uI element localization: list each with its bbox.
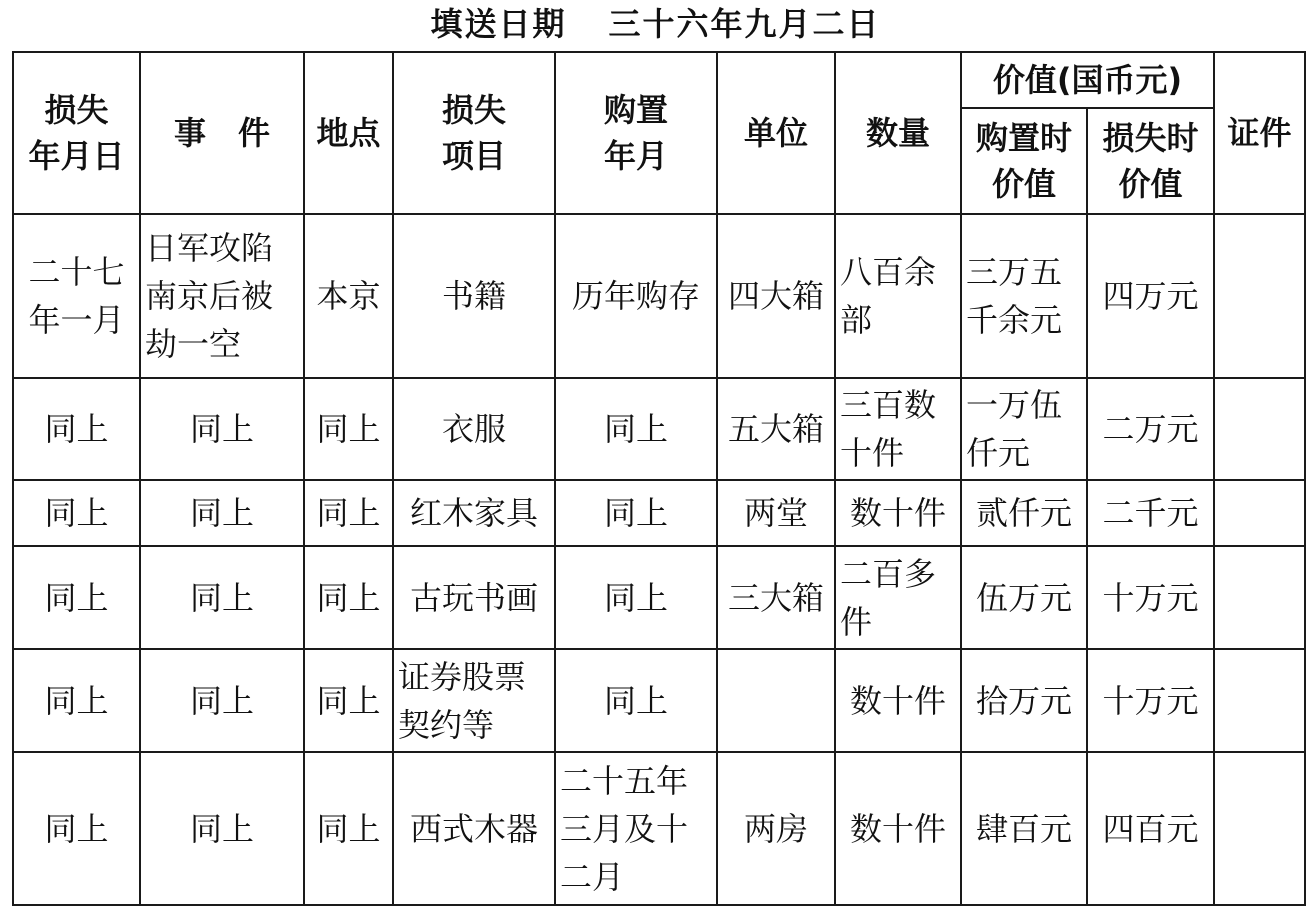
header-place: 地点	[304, 52, 393, 214]
cell-loss-item: 书籍	[393, 214, 555, 378]
cell-proof	[1214, 649, 1305, 752]
header-quantity: 数量	[835, 52, 961, 214]
cell-value-loss: 四万元	[1087, 214, 1214, 378]
cell-value-purchase: 三万五 千余元	[961, 214, 1087, 378]
cell-value-purchase: 拾万元	[961, 649, 1087, 752]
cell-loss-item: 古玩书画	[393, 546, 555, 649]
cell-value-loss: 二万元	[1087, 378, 1214, 480]
cell-quantity: 三百数 十件	[835, 378, 961, 480]
cell-proof	[1214, 546, 1305, 649]
cell-event: 同上	[140, 546, 304, 649]
cell-place: 本京	[304, 214, 393, 378]
cell-loss-date: 同上	[13, 480, 140, 546]
cell-value-purchase: 肆百元	[961, 752, 1087, 905]
header-proof: 证件	[1214, 52, 1305, 214]
cell-value-loss: 十万元	[1087, 546, 1214, 649]
cell-quantity: 八百余 部	[835, 214, 961, 378]
cell-value-purchase: 伍万元	[961, 546, 1087, 649]
header-loss-date: 损失 年月日	[13, 52, 140, 214]
cell-loss-date: 二十七 年一月	[13, 214, 140, 378]
fill-date-value: 三十六年九月二日	[608, 5, 881, 43]
cell-purchase-date: 历年购存	[555, 214, 717, 378]
cell-purchase-date: 同上	[555, 546, 717, 649]
cell-purchase-date: 同上	[555, 480, 717, 546]
cell-unit	[717, 649, 835, 752]
cell-unit: 三大箱	[717, 546, 835, 649]
header-loss-item: 损失 项目	[393, 52, 555, 214]
cell-value-purchase: 一万伍 仟元	[961, 378, 1087, 480]
cell-place: 同上	[304, 378, 393, 480]
cell-loss-item: 红木家具	[393, 480, 555, 546]
cell-purchase-date: 同上	[555, 378, 717, 480]
cell-unit: 五大箱	[717, 378, 835, 480]
table-row	[13, 378, 1305, 480]
table-row	[13, 214, 1305, 378]
cell-loss-date: 同上	[13, 546, 140, 649]
cell-quantity: 数十件	[835, 480, 961, 546]
fill-date-heading	[0, 0, 1311, 48]
table-row	[13, 649, 1305, 752]
header-value-loss: 损失时 价值	[1087, 108, 1214, 214]
cell-place: 同上	[304, 752, 393, 905]
cell-proof	[1214, 752, 1305, 905]
header-unit: 单位	[717, 52, 835, 214]
cell-event: 同上	[140, 752, 304, 905]
cell-purchase-date: 二十五年 三月及十 二月	[555, 752, 717, 905]
table-row	[13, 546, 1305, 649]
header-value-purchase: 购置时 价值	[961, 108, 1087, 214]
table-row	[13, 752, 1305, 905]
cell-loss-item: 西式木器	[393, 752, 555, 905]
cell-value-loss: 四百元	[1087, 752, 1214, 905]
cell-event: 同上	[140, 649, 304, 752]
header-value-group: 价值(国币元)	[961, 52, 1214, 108]
cell-event: 同上	[140, 378, 304, 480]
cell-place: 同上	[304, 649, 393, 752]
cell-quantity: 数十件	[835, 752, 961, 905]
cell-loss-date: 同上	[13, 649, 140, 752]
cell-loss-item: 证券股票 契约等	[393, 649, 555, 752]
cell-proof	[1214, 214, 1305, 378]
cell-event: 日军攻陷 南京后被 劫一空	[140, 214, 304, 378]
cell-quantity: 二百多 件	[835, 546, 961, 649]
cell-unit: 两堂	[717, 480, 835, 546]
cell-loss-item: 衣服	[393, 378, 555, 480]
header-purchase-date: 购置 年月	[555, 52, 717, 214]
cell-proof	[1214, 378, 1305, 480]
cell-value-loss: 二千元	[1087, 480, 1214, 546]
cell-unit: 四大箱	[717, 214, 835, 378]
cell-place: 同上	[304, 480, 393, 546]
cell-loss-date: 同上	[13, 378, 140, 480]
header-event: 事 件	[140, 52, 304, 214]
cell-value-purchase: 贰仟元	[961, 480, 1087, 546]
cell-unit: 两房	[717, 752, 835, 905]
cell-event: 同上	[140, 480, 304, 546]
cell-loss-date: 同上	[13, 752, 140, 905]
cell-value-loss: 十万元	[1087, 649, 1214, 752]
cell-proof	[1214, 480, 1305, 546]
header-row	[13, 52, 1305, 108]
cell-purchase-date: 同上	[555, 649, 717, 752]
property-loss-table	[12, 51, 1306, 906]
cell-quantity: 数十件	[835, 649, 961, 752]
fill-date-label: 填送日期	[430, 5, 567, 43]
cell-place: 同上	[304, 546, 393, 649]
table-row	[13, 480, 1305, 546]
